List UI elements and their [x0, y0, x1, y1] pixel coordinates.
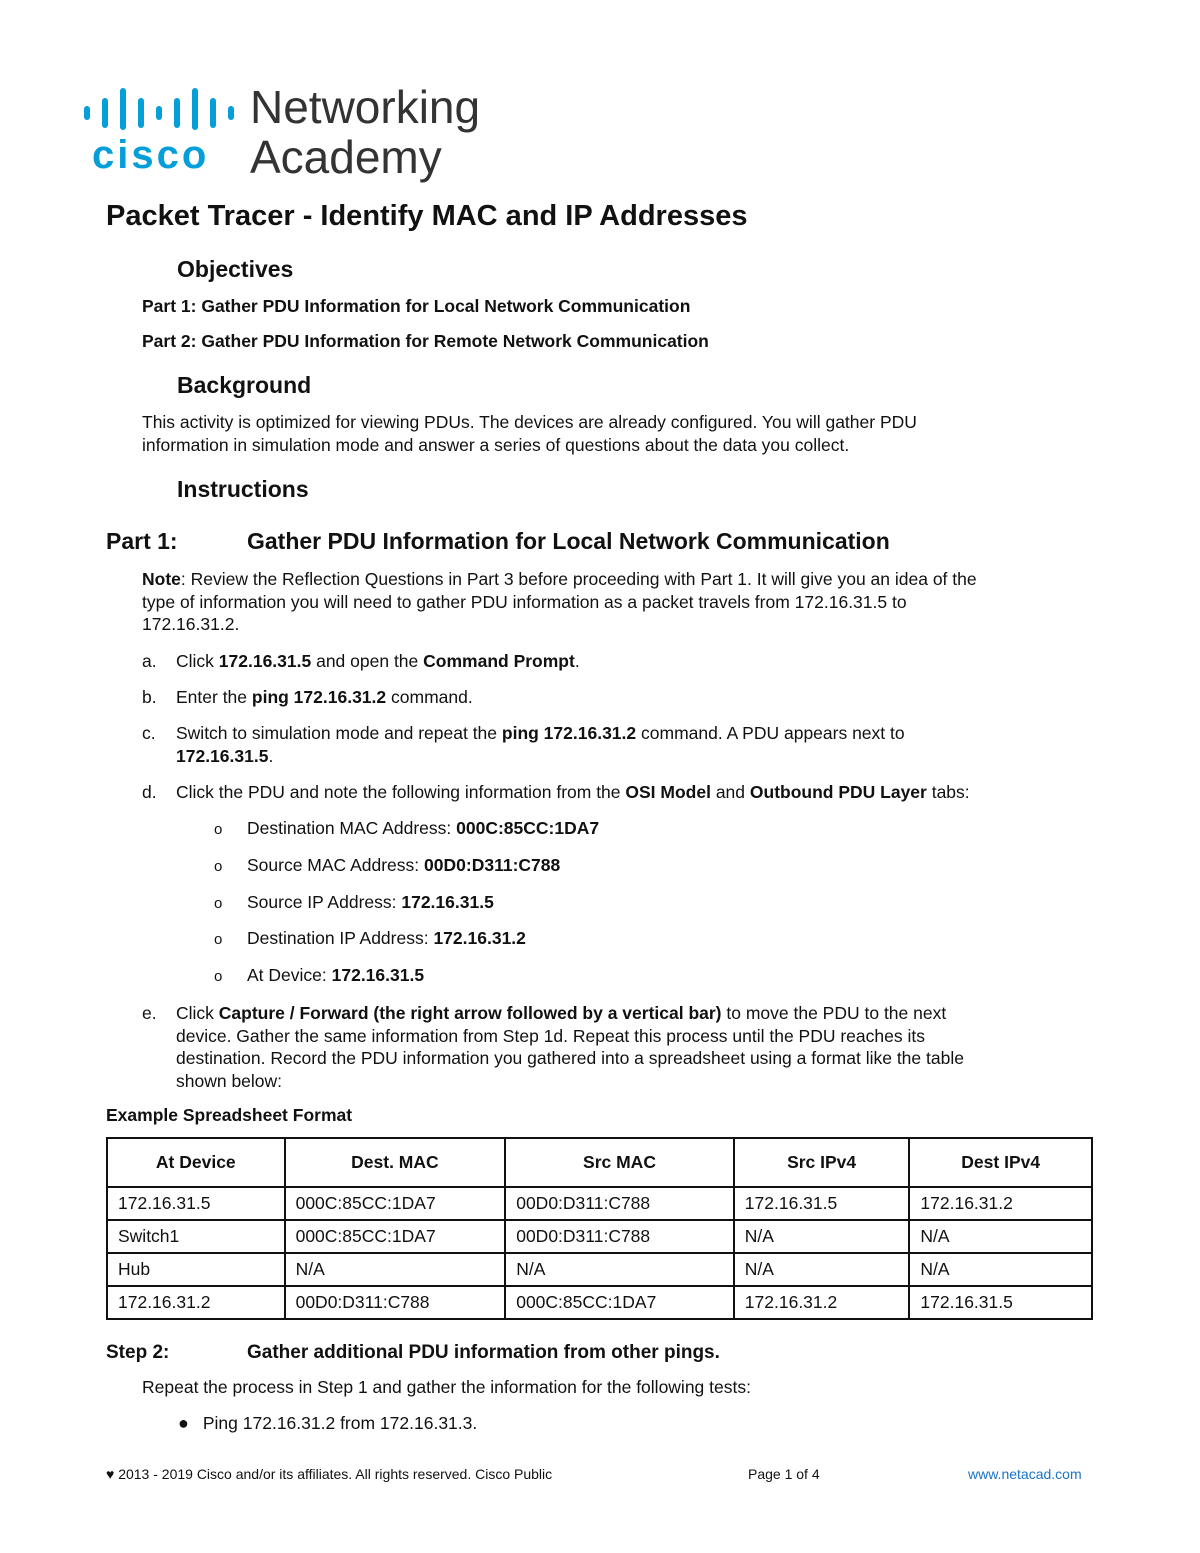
table-cell: 172.16.31.5 [909, 1286, 1092, 1319]
part1-title: Gather PDU Information for Local Network Communication [247, 528, 890, 554]
note-text: type of information you will need to gather PDU information as a packet travels from 172.16.31.5 to [142, 591, 907, 612]
background-line: This activity is optimized for viewing PDUs. The devices are already configured. You will gather PDU [142, 412, 917, 432]
footer-page-number: Page 1 of 4 [748, 1466, 820, 1482]
bullet-o: o [214, 931, 223, 948]
objectives-heading: Objectives [177, 256, 294, 282]
objective-part1: Part 1: Gather PDU Information for Local Network Communication [142, 296, 691, 316]
step-b: b. Enter the ping 172.16.31.2 command. [142, 687, 473, 707]
bullet-o: o [214, 858, 223, 875]
step2-bullet-item [178, 1412, 477, 1435]
table-cell: N/A [734, 1220, 910, 1253]
note-label: Note [142, 569, 181, 589]
table-cell: Hub [107, 1253, 285, 1286]
pdu-field: o Source MAC Address: 00D0:D311:C788 [214, 854, 560, 877]
table-row [107, 1187, 1092, 1220]
column-header: Src MAC [505, 1138, 734, 1187]
footer-link[interactable]: www.netacad.com [968, 1466, 1082, 1482]
step-e-label: e. [142, 1003, 157, 1023]
page-title: Packet Tracer - Identify MAC and IP Addresses [106, 200, 748, 232]
step2-intro: Repeat the process in Step 1 and gather the information for the following tests: [142, 1377, 751, 1397]
academy-wordmark [250, 82, 480, 182]
objective-part2: Part 2: Gather PDU Information for Remote Network Communication [142, 331, 709, 351]
wordmark-line1: Networking [250, 81, 481, 133]
step-c-label: c. [142, 723, 156, 743]
instructions-heading: Instructions [177, 476, 309, 502]
table-cell: 000C:85CC:1DA7 [285, 1187, 506, 1220]
table-cell: N/A [909, 1220, 1092, 1253]
background-text [142, 411, 1102, 456]
bullet-o: o [214, 821, 223, 838]
pdu-field: o Destination IP Address: 172.16.31.2 [214, 927, 526, 950]
column-header: Dest IPv4 [909, 1138, 1092, 1187]
step-b-label: b. [142, 687, 157, 707]
pdu-field: o At Device: 172.16.31.5 [214, 964, 424, 987]
table-row [107, 1220, 1092, 1253]
column-header: Src IPv4 [734, 1138, 910, 1187]
pdu-field: o Destination MAC Address: 000C:85CC:1DA7 [214, 817, 599, 840]
part1-label: Part 1: [106, 528, 178, 554]
table-cell: 000C:85CC:1DA7 [285, 1220, 506, 1253]
table-cell: N/A [909, 1253, 1092, 1286]
step-e: e. Click Capture / Forward (the right arrow followed by a vertical bar) to move the PDU to the next device. Gather the same information from Step 1d. Repeat this process until the PDU reaches its destination. Record the PDU information you gathered into a spreadsheet using a format like the table shown below: [142, 1003, 964, 1091]
note-text: : Review the Reflection Questions in Part 3 before proceeding with Part 1. It will give you an idea of the [180, 569, 977, 589]
spreadsheet-table [106, 1137, 1093, 1320]
step-d: d. Click the PDU and note the following information from the OSI Model and Outbound PDU Layer tabs: [142, 782, 970, 802]
step2-title: Gather additional PDU information from other pings. [247, 1342, 720, 1363]
column-header: At Device [107, 1138, 285, 1187]
table-cell: N/A [505, 1253, 734, 1286]
note-text: 172.16.31.2. [142, 614, 240, 634]
step2-item-text: Ping 172.16.31.2 from 172.16.31.3. [202, 1413, 478, 1433]
background-heading: Background [177, 372, 312, 398]
bullet-icon: ● [178, 1413, 189, 1433]
table-row [107, 1253, 1092, 1286]
table-cell: Switch1 [107, 1220, 285, 1253]
footer-copyright: ♥ 2013 - 2019 Cisco and/or its affiliates. All rights reserved. Cisco Public [106, 1466, 553, 1482]
cisco-logo-icon [82, 86, 242, 176]
table-row [107, 1286, 1092, 1319]
table-caption: Example Spreadsheet Format [106, 1105, 353, 1125]
step-c: c. Switch to simulation mode and repeat the ping 172.16.31.2 command. A PDU appears next to 172.16.31.5. [142, 723, 905, 766]
pdu-field: o Source IP Address: 172.16.31.5 [214, 891, 494, 914]
bullet-o: o [214, 968, 223, 985]
part1-note [142, 568, 1102, 636]
table-cell: 00D0:D311:C788 [505, 1220, 734, 1253]
table-cell: 172.16.31.2 [734, 1286, 910, 1319]
column-header: Dest. MAC [285, 1138, 506, 1187]
table-cell: N/A [734, 1253, 910, 1286]
table-cell: 00D0:D311:C788 [285, 1286, 506, 1319]
wordmark-line2: Academy [250, 131, 442, 183]
background-line: information in simulation mode and answer a series of questions about the data you collect. [142, 434, 850, 455]
step-d-label: d. [142, 782, 157, 802]
table-cell: 172.16.31.2 [107, 1286, 285, 1319]
bullet-o: o [214, 895, 223, 912]
step-a-label: a. [142, 651, 157, 671]
table-cell: 172.16.31.5 [107, 1187, 285, 1220]
table-cell: 00D0:D311:C788 [505, 1187, 734, 1220]
table-cell: 000C:85CC:1DA7 [505, 1286, 734, 1319]
table-cell: 172.16.31.2 [909, 1187, 1092, 1220]
table-cell: 172.16.31.5 [734, 1187, 910, 1220]
step-a: a. Click 172.16.31.5 and open the Command Prompt. [142, 651, 580, 671]
step2-label: Step 2: [106, 1342, 170, 1363]
table-cell: N/A [285, 1253, 506, 1286]
cisco-wordmark: cisco [92, 133, 210, 176]
table-header-row [107, 1138, 1092, 1187]
